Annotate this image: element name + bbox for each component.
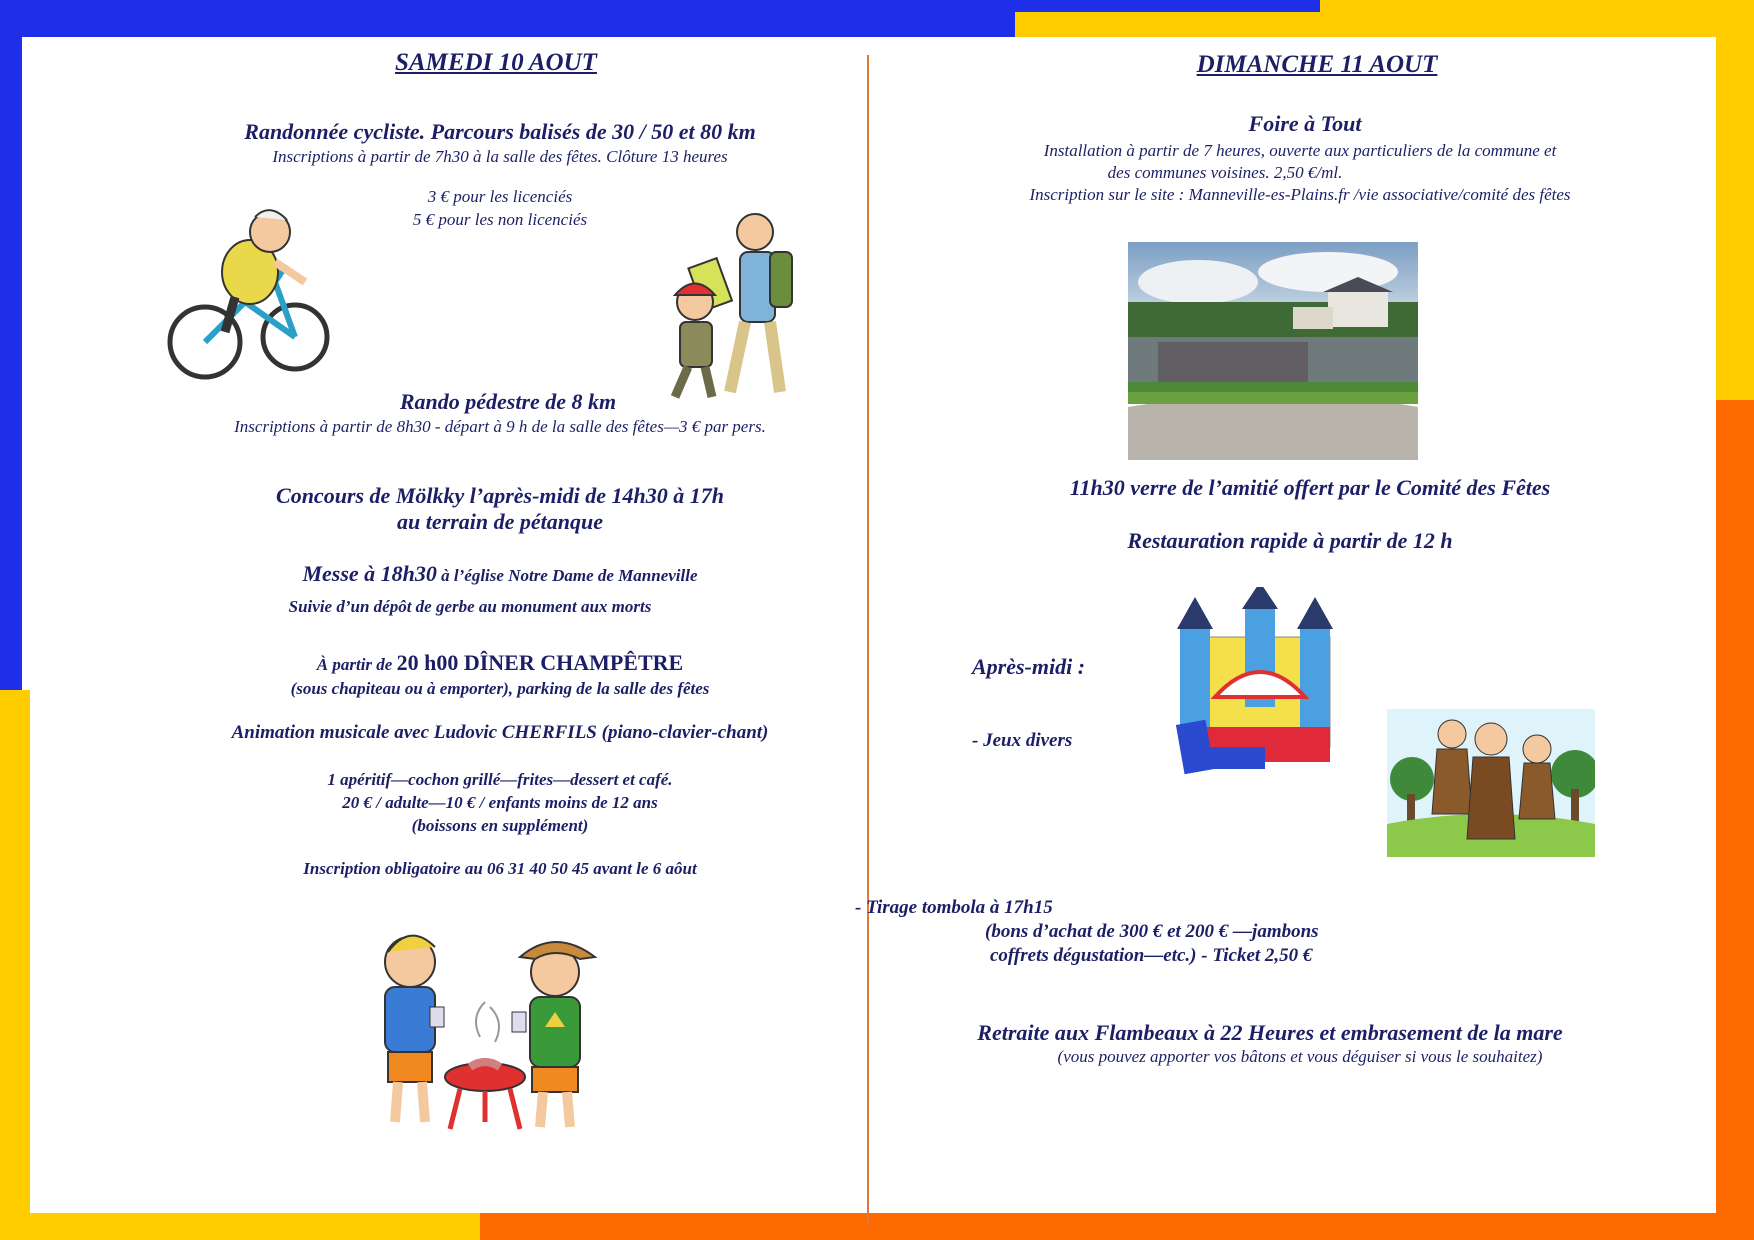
price-unlicensed: 5 € pour les non licenciés bbox=[412, 210, 588, 229]
fair-line1: Installation à partir de 7 heures, ouverte aux particuliers de la commune et bbox=[1043, 141, 1557, 160]
frame-orange-right bbox=[1716, 400, 1754, 1240]
raffle-line2: (bons d’achat de 300 € et 200 € —jambons bbox=[985, 921, 1319, 942]
afternoon-label: Après-midi : bbox=[972, 654, 1086, 679]
frame-orange-bottom bbox=[480, 1213, 1754, 1240]
bouncy-castle-illustration bbox=[1165, 587, 1350, 787]
dinner-title: 20 h00 DÎNER CHAMPÊTRE bbox=[396, 650, 684, 675]
menu-line1: 1 apéritif—cochon grillé—frites—dessert et café. bbox=[327, 770, 673, 789]
sack-race-illustration bbox=[1387, 709, 1595, 857]
molkky-line2: au terrain de pétanque bbox=[397, 509, 603, 534]
torch-title: Retraite aux Flambeaux à 22 Heures et embrasement de la mare bbox=[977, 1020, 1563, 1045]
frame-blue-left bbox=[0, 0, 22, 690]
mass-line bbox=[180, 561, 820, 587]
raffle-line3: coffrets dégustation—etc.) - Ticket 2,50 € bbox=[990, 945, 1313, 966]
cycling-title: Randonnée cycliste. Parcours balisés de 30 / 50 et 80 km bbox=[244, 119, 756, 144]
registration-line: Inscription obligatoire au 06 31 40 50 45 avant le 6 aôut bbox=[303, 859, 697, 878]
mass-place: à l’église Notre Dame de Manneville bbox=[436, 566, 698, 585]
frame-yellow-left-bottom bbox=[0, 690, 30, 1240]
fair-line2: des communes voisines. 2,50 €/ml. bbox=[1107, 163, 1343, 182]
barbecue-illustration bbox=[350, 917, 620, 1137]
fair-line3: Inscription sur le site : Manneville-es-Plains.fr /vie associative/comité des fêtes bbox=[1029, 185, 1571, 204]
frame-yellow-top-corner bbox=[1320, 0, 1754, 12]
frame-yellow-right bbox=[1716, 0, 1754, 400]
menu-line2: 20 € / adulte—10 € / enfants moins de 12 ans bbox=[342, 793, 658, 812]
hike-info: Inscriptions à partir de 8h30 - départ à 9 h de la salle des fêtes—3 € par pers. bbox=[234, 417, 766, 436]
column-divider bbox=[867, 55, 869, 1225]
frame-blue-notch bbox=[0, 0, 1015, 37]
menu-line3: (boissons en supplément) bbox=[411, 816, 589, 835]
fair-title: Foire à Tout bbox=[1248, 111, 1362, 136]
sunday-title: DIMANCHE 11 AOUT bbox=[1196, 51, 1438, 78]
mass-time: Messe à 18h30 bbox=[302, 561, 437, 586]
saturday-title: SAMEDI 10 AOUT bbox=[395, 49, 597, 76]
cyclist-illustration bbox=[165, 202, 345, 387]
molkky-line1: Concours de Mölkky l’après-midi de 14h30 à 17h bbox=[276, 483, 724, 508]
games-label: - Jeux divers bbox=[972, 730, 1073, 751]
fair-photo bbox=[1128, 242, 1418, 460]
dinner-info: (sous chapiteau ou à emporter), parking de la salle des fêtes bbox=[290, 679, 710, 698]
dinner-prefix: À partir de bbox=[316, 655, 397, 674]
flyer-page bbox=[30, 37, 1716, 1213]
music-line: Animation musicale avec Ludovic CHERFILS (piano-clavier-chant) bbox=[231, 722, 769, 743]
hikers-illustration bbox=[640, 207, 810, 407]
hike-title: Rando pédestre de 8 km bbox=[399, 389, 617, 414]
food-line: Restauration rapide à partir de 12 h bbox=[1127, 528, 1453, 553]
wreath-line: Suivie d’un dépôt de gerbe au monument aux morts bbox=[288, 597, 652, 616]
drink-line: 11h30 verre de l’amitié offert par le Comité des Fêtes bbox=[1069, 475, 1551, 500]
cycling-info: Inscriptions à partir de 7h30 à la salle des fêtes. Clôture 13 heures bbox=[272, 147, 728, 166]
frame-yellow-top-right bbox=[1015, 12, 1754, 37]
torch-info: (vous pouvez apporter vos bâtons et vous déguiser si vous le souhaitez) bbox=[1057, 1047, 1543, 1066]
dinner-line bbox=[180, 650, 820, 676]
raffle-line1: - Tirage tombola à 17h15 bbox=[855, 897, 1053, 918]
price-licensed: 3 € pour les licenciés bbox=[427, 187, 573, 206]
